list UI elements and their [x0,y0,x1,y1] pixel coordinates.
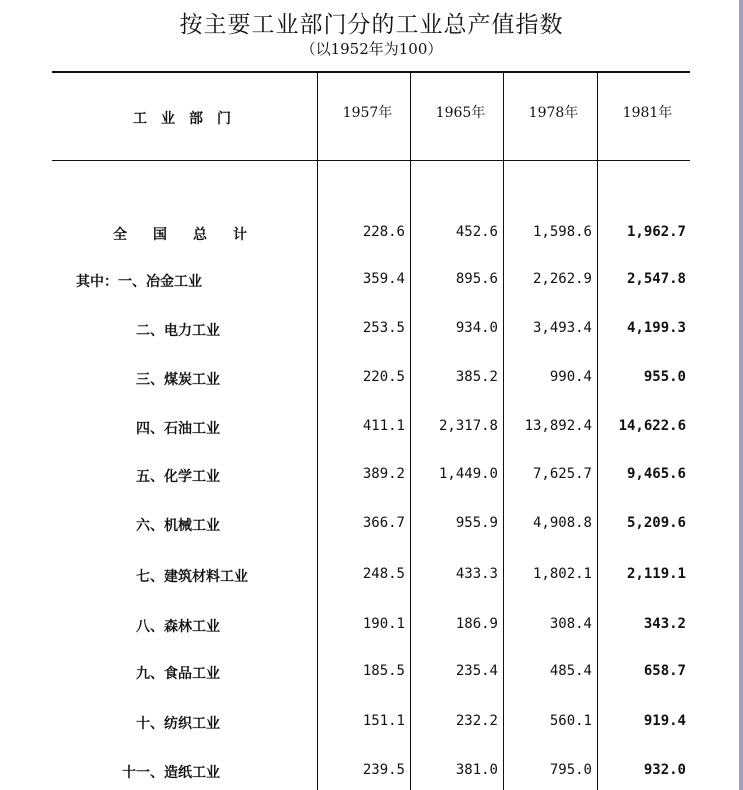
cell-1981: 1,962.7 [626,224,686,240]
page-edge [739,0,743,790]
cell-1957: 220.5 [362,369,405,385]
table-row [0,269,743,293]
cell-1965: 433.3 [455,566,498,582]
cell-1957: 366.7 [362,515,405,531]
table-title: 按主要工业部门分的工业总产值指数 [179,12,564,38]
cell-1957: 228.6 [362,224,405,240]
row-name: 八、森林工业 [136,619,220,635]
header-year-1957: 1957年 [342,105,393,121]
row-name: 九、食品工业 [136,666,220,682]
row-name: 四、石油工业 [136,421,220,437]
cell-1965: 2,317.8 [438,418,498,434]
table-row [0,416,743,440]
table-row-total [0,222,743,246]
cell-1981: 343.2 [643,616,686,632]
cell-1978: 1,802.1 [532,566,592,582]
cell-1978: 308.4 [549,616,592,632]
row-name: 其中：一、冶金工业 [76,274,202,290]
cell-1978: 7,625.7 [532,466,592,482]
cell-1981: 932.0 [643,762,686,778]
cell-1978: 4,908.8 [532,515,592,531]
table-row [0,564,743,588]
header-year-1981: 1981年 [622,105,673,121]
table-row [0,513,743,537]
cell-1965: 1,449.0 [438,466,498,482]
cell-1978: 1,598.6 [532,224,592,240]
header-rule [52,160,690,161]
row-name: 五、化学工业 [136,469,220,485]
cell-1965: 452.6 [455,224,498,240]
cell-1981: 2,547.8 [626,271,686,287]
row-name: 十一、造纸工业 [122,765,220,781]
row-name: 六、机械工业 [136,518,220,534]
row-name: 二、电力工业 [136,323,220,339]
cell-1965: 934.0 [455,320,498,336]
cell-1981: 955.0 [643,369,686,385]
cell-1957: 248.5 [362,566,405,582]
cell-1965: 385.2 [455,369,498,385]
cell-1981: 14,622.6 [618,418,686,434]
header-dept: 工业部门 [133,111,245,127]
row-name: 三、煤炭工业 [136,372,220,388]
cell-1965: 232.2 [455,713,498,729]
cell-1978: 3,493.4 [532,320,592,336]
cell-1965: 955.9 [455,515,498,531]
cell-1957: 185.5 [362,663,405,679]
cell-1965: 235.4 [455,663,498,679]
cell-1965: 895.6 [455,271,498,287]
cell-1957: 359.4 [362,271,405,287]
row-name: 全国总计 [113,227,273,243]
cell-1957: 411.1 [362,418,405,434]
cell-1978: 13,892.4 [524,418,592,434]
cell-1957: 389.2 [362,466,405,482]
cell-1981: 9,465.6 [626,466,686,482]
row-name: 七、建筑材料工业 [136,569,248,585]
cell-1978: 485.4 [549,663,592,679]
cell-1981: 919.4 [643,713,686,729]
cell-1981: 658.7 [643,663,686,679]
cell-1978: 795.0 [549,762,592,778]
cell-1957: 151.1 [362,713,405,729]
table-row [0,661,743,685]
cell-1957: 239.5 [362,762,405,778]
table-row [0,367,743,391]
cell-1981: 5,209.6 [626,515,686,531]
cell-1981: 2,119.1 [626,566,686,582]
table-row [0,464,743,488]
cell-1981: 4,199.3 [626,320,686,336]
cell-1978: 2,262.9 [532,271,592,287]
cell-1965: 381.0 [455,762,498,778]
table-row [0,711,743,735]
cell-1978: 560.1 [549,713,592,729]
cell-1965: 186.9 [455,616,498,632]
cell-1957: 190.1 [362,616,405,632]
cell-1978: 990.4 [549,369,592,385]
table-row [0,318,743,342]
row-name: 十、纺织工业 [136,716,220,732]
header-year-1965: 1965年 [435,105,486,121]
table-row [0,760,743,784]
table-subtitle: （以1952年为100） [300,40,443,58]
cell-1957: 253.5 [362,320,405,336]
header-year-1978: 1978年 [528,105,579,121]
table-row [0,614,743,638]
top-rule [52,71,690,73]
